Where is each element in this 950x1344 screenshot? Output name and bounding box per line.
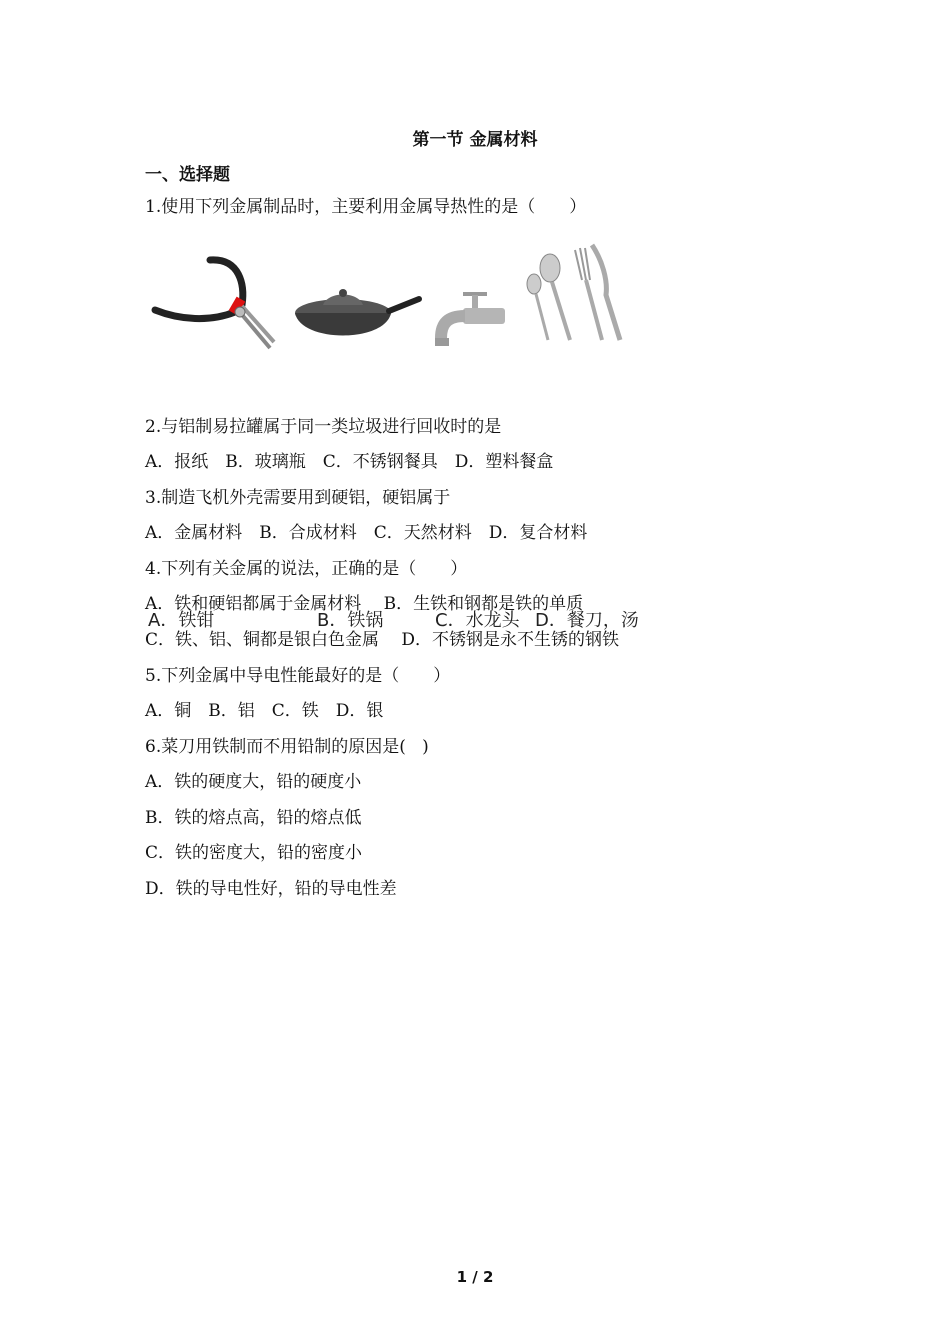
section-heading: 一、选择题	[145, 165, 230, 185]
caption-b: B．铁锅	[317, 610, 384, 631]
question-6-option-c: C．铁的密度大，铅的密度小	[145, 843, 363, 863]
question-6-option-a: A．铁的硬度大，铅的硬度小	[145, 772, 362, 792]
question-4-stem: 4.下列有关金属的说法，正确的是（ ）	[145, 559, 468, 579]
question-4-options-line2: C．铁、铝、铜都是银白色金属 D．不锈钢是永不生锈的钢铁	[145, 630, 620, 650]
question-6-option-d: D．铁的导电性好，铅的导电性差	[145, 879, 397, 899]
question-2-options: A．报纸 B．玻璃瓶 C．不锈钢餐具 D．塑料餐盒	[145, 452, 554, 472]
faucet-image	[433, 290, 513, 355]
pliers-image	[150, 250, 280, 355]
page-number: 1 / 2	[456, 1268, 494, 1286]
question-1-stem: 1.使用下列金属制品时，主要利用金属导热性的是（ ）	[145, 197, 587, 217]
wok-image	[293, 285, 423, 355]
question-6-stem: 6.菜刀用铁制而不用铅制的原因是( )	[145, 737, 429, 757]
question-3-options: A．金属材料 B．合成材料 C．天然材料 D．复合材料	[145, 523, 588, 543]
question-5-options: A．铜 B．铝 C．铁 D．银	[145, 701, 384, 721]
page-title: 第一节 金属材料	[412, 130, 538, 150]
question-6-option-b: B．铁的熔点高，铅的熔点低	[145, 808, 362, 828]
cutlery-image	[520, 240, 640, 350]
caption-c: C．水龙头	[435, 610, 520, 631]
caption-d: D．餐刀，汤	[535, 610, 639, 631]
caption-a: A．铁钳	[148, 610, 215, 631]
question-5-stem: 5.下列金属中导电性能最好的是（ ）	[145, 666, 451, 686]
question-2-stem: 2.与铝制易拉罐属于同一类垃圾进行回收时的是	[145, 417, 502, 437]
question-4-options-line1: A．铁和硬铝都属于金属材料 B．生铁和钢都是铁的单质	[145, 594, 584, 614]
question-3-stem: 3.制造飞机外壳需要用到硬铝，硬铝属于	[145, 488, 451, 508]
